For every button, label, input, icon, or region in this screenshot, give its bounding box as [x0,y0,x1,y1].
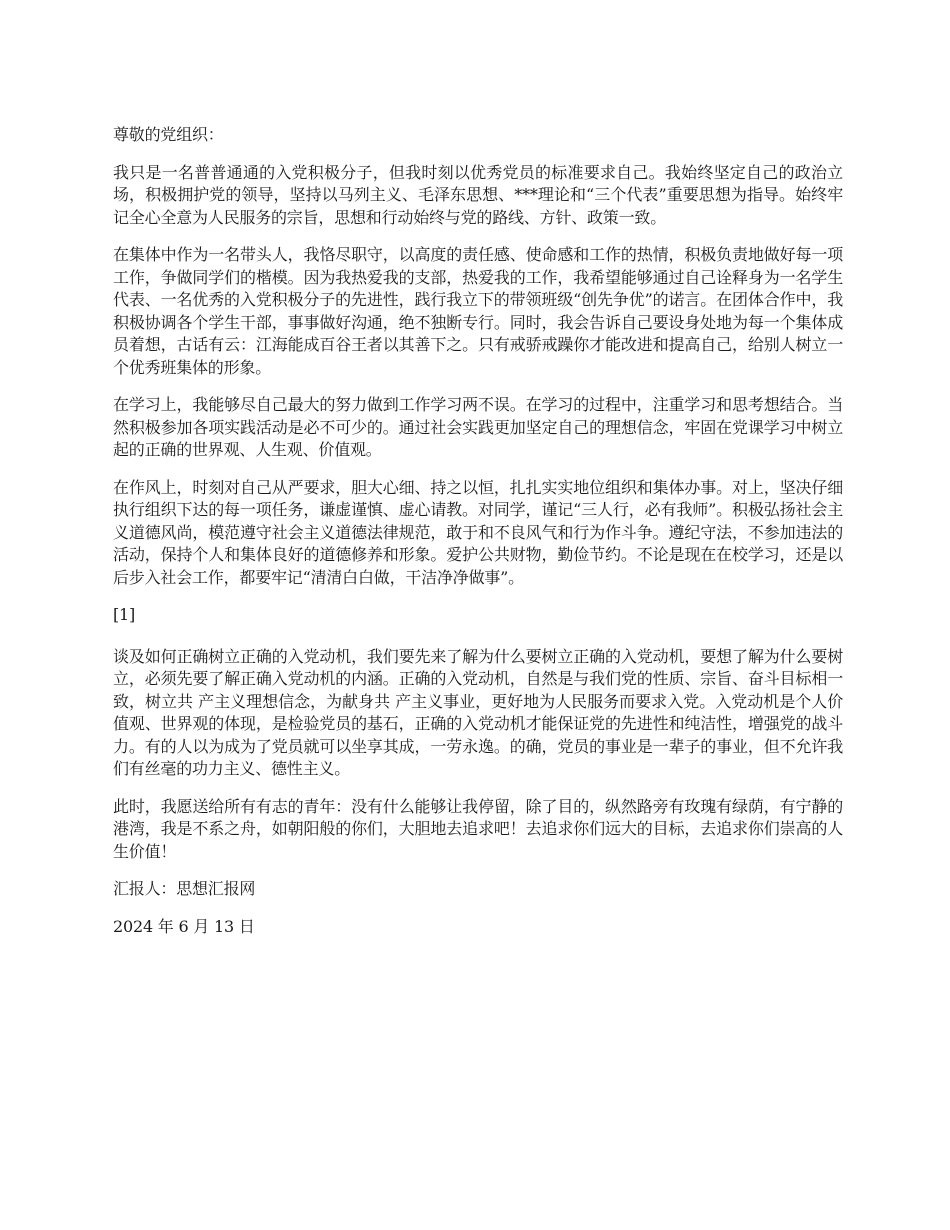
paragraph-closing: 此时，我愿送给所有有志的青年：没有什么能够让我停留，除了目的，纵然路旁有玫瑰有绿荫，有宁静的港湾，我是不系之舟，如朝阳般的你们，大胆地去追求吧！去追求你们远大的目标，去追求你们崇高的人生价值！ [113,796,843,861]
report-date: 2024 年 6 月 13 日 [113,916,255,936]
document-body [113,124,843,953]
reporter-signature: 汇报人：思想汇报网 [113,879,256,898]
paragraph-political-stance: 我只是一名普普通通的入党积极分子，但我时刻以优秀党员的标准要求自己。我始终坚定自己的政治立场，积极拥护党的领导，坚持以马列主义、毛泽东思想、***理论和“三个代表”重要思想为指导。始终牢记全心全意为人民服务的宗旨，思想和行动始终与党的路线、方针、政策一致。 [113,162,843,227]
salutation: 尊敬的党组织： [113,125,224,144]
paragraph-conduct: 在作风上，时刻对自己从严要求，胆大心细、持之以恒，扎扎实实地位组织和集体办事。对上，坚决仔细执行组织下达的每一项任务，谦虚谨慎、虚心请教。对同学，谨记“三人行，必有我师”。积极弘扬社会主义道德风尚，模范遵守社会主义道德法律规范，敢于和不良风气和行为作斗争。遵纪守法，不参加违法的活动，保持个人和集体良好的道德修养和形象。爱护公共财物，勤俭节约。不论是现在在校学习，还是以后步入社会工作，都要牢记“清清白白做，干洁净净做事”。 [113,477,843,587]
paragraph-study: 在学习上，我能够尽自己最大的努力做到工作学习两不误。在学习的过程中，注重学习和思考想结合。当然积极参加各项实践活动是必不可少的。通过社会实践更加坚定自己的理想信念，牢固在党课学习中树立起的正确的世界观、人生观、价值观。 [113,395,843,459]
paragraph-motivation: 谈及如何正确树立正确的入党动机，我们要先来了解为什么要树立正确的入党动机，要想了解为什么要树立，必须先要了解正确入党动机的内涵。正确的入党动机，自然是与我们党的性质、宗旨、奋斗目标相一致，树立共 产主义理想信念，为献身共 产主义事业，更好地为人民服务而要求入党。入党动机是个人价值观、世界观的体现，是检验党员的基石，正确的入党动机才能保证党的先进性和纯洁性，增强党的战斗力。有的人以为成为了党员就可以坐享其成，一劳永逸。的确，党员的事业是一辈子的事业，但不允许我们有丝毫的功力主义、德性主义。 [113,646,843,778]
paragraph-collective: 在集体中作为一名带头人，我恪尽职守，以高度的责任感、使命感和工作的热情，积极负责地做好每一项工作，争做同学们的楷模。因为我热爱我的支部，热爱我的工作，我希望能够通过自己诠释身为一名学生代表、一名优秀的入党积极分子的先进性，践行我立下的带领班级“创先争优”的诺言。在团体合作中，我积极协调各个学生干部，事事做好沟通，绝不独断专行。同时，我会告诉自己要设身处地为每一个集体成员着想，古话有云：江海能成百谷王者以其善下之。只有戒骄戒躁你才能改进和提高自己，给别人树立一个优秀班集体的形象。 [113,245,843,377]
footnote-marker: [1] [113,605,136,624]
